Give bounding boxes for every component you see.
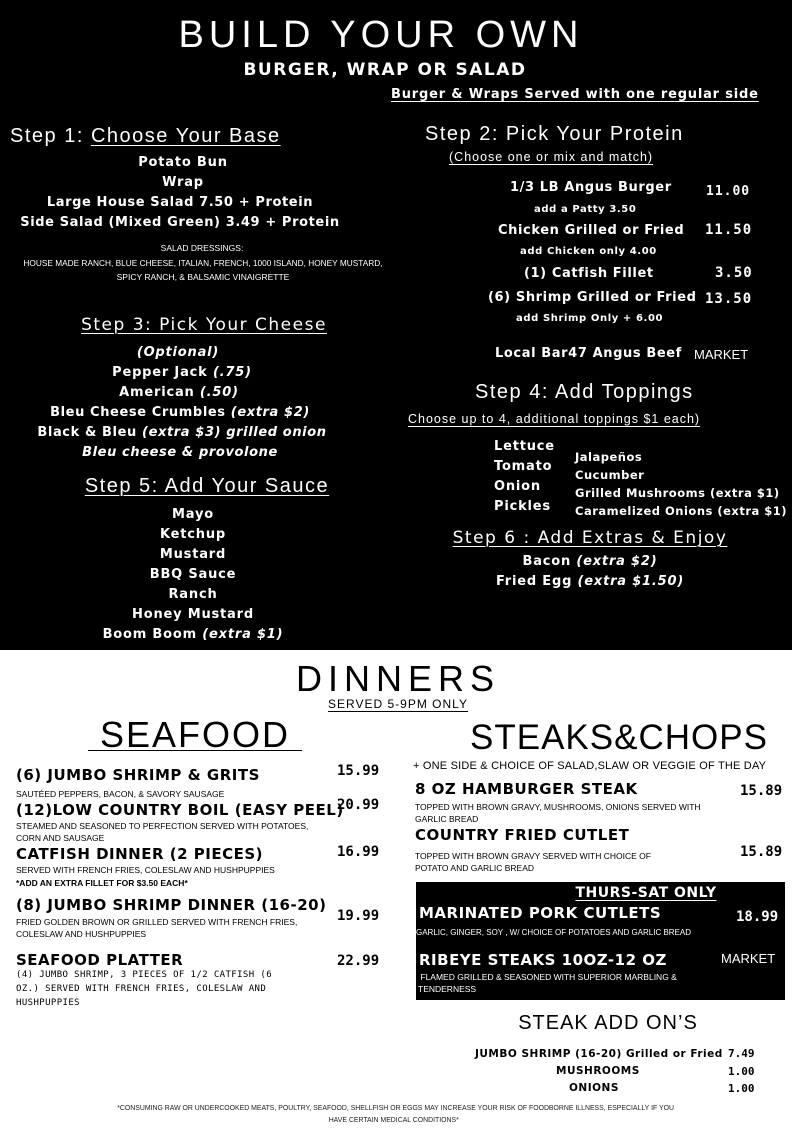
protein-add: add Chicken only 4.00: [520, 246, 657, 257]
base-item: Large House Salad 7.50 + Protein: [46, 195, 314, 210]
cheese-extra: (extra $3) grilled onion: [142, 425, 327, 440]
step4-sub: Choose up to 4, additional toppings $1 each): [408, 412, 701, 426]
step2-sub: (Choose one or mix and match): [449, 150, 654, 164]
special-item-name: MARINATED PORK CUTLETS: [419, 904, 662, 922]
protein-price: 3.50: [715, 265, 753, 281]
topping-item: Jalapeños: [575, 450, 643, 464]
sauce-item: Ketchup: [160, 527, 226, 542]
sauce-item: Honey Mustard: [132, 607, 254, 622]
sauce-item: Mustard: [159, 547, 227, 562]
steak-item-name: COUNTRY FRIED CUTLET: [415, 826, 630, 844]
sauce-extra: (extra $1): [202, 627, 284, 642]
food-safety-disclaimer: *CONSUMING RAW OR UNDERCOOKED MEATS, POULTRY, SEAFOOD, SHELLFISH OR EGGS MAY INCREASE YOUR RISK OF FOODBORNE ILLNESS, ESPECIALLY IF YOU: [117, 1103, 674, 1112]
seafood-item-note: *ADD AN EXTRA FILLET FOR $3.50 EACH*: [16, 878, 188, 888]
cheese-item: [0, 425, 364, 440]
addon-name: MUSHROOMS: [556, 1065, 640, 1077]
protein-add: add Shrimp Only + 6.00: [516, 313, 664, 324]
steak-item-price: 15.89: [740, 844, 783, 860]
steak-item-name: 8 OZ HAMBURGER STEAK: [415, 780, 638, 798]
side-note: Burger & Wraps Served with one regular side: [391, 87, 759, 102]
addon-price: 1.00: [728, 1082, 755, 1095]
cheese-item: Bleu cheese & provolone: [82, 445, 278, 460]
protein-name: Chicken Grilled or Fried: [498, 223, 685, 238]
addon-name: ONIONS: [569, 1082, 619, 1094]
protein-price: 11.50: [705, 222, 753, 238]
thurs-sat-specials: [416, 882, 785, 1000]
cheese-item: [0, 365, 364, 380]
seafood-title: SEAFOOD: [88, 714, 303, 755]
protein-name: 1/3 LB Angus Burger: [510, 180, 672, 195]
seafood-item-desc: SAUTÉED PEPPERS, BACON, & SAVORY SAUSAGE: [16, 789, 225, 799]
cheese-item: [0, 405, 360, 420]
extra-item: [430, 574, 750, 589]
sauce-item: Ranch: [168, 587, 218, 602]
special-item-desc: FLAMED GRILLED & SEASONED WITH SUPERIOR MARBLING & TENDERNESS: [418, 972, 680, 994]
special-item-price: 18.99: [736, 909, 779, 925]
protein-price: 13.50: [705, 291, 753, 307]
cheese-name: Bleu Cheese Crumbles: [50, 405, 226, 420]
seafood-item-price: 16.99: [337, 844, 380, 860]
cheese-extra: (.75): [212, 365, 252, 380]
steak-item-desc: TOPPED WITH BROWN GRAVY, MUSHROOMS, ONIONS SERVED WITH GARLIC BREAD: [415, 802, 701, 824]
topping-item: Caramelized Onions (extra $1): [575, 504, 788, 518]
page-title: BUILD YOUR OWN: [178, 14, 584, 56]
addon-price: 7.49: [728, 1047, 755, 1060]
step5-heading: Step 5: Add Your Sauce: [84, 475, 330, 497]
seafood-item-name: (6) JUMBO SHRIMP & GRITS: [16, 766, 260, 784]
extra-item: [430, 554, 750, 569]
cheese-optional: (Optional): [136, 345, 220, 360]
cheese-extra: (.50): [199, 385, 239, 400]
step4-heading: Step 4: Add Toppings: [475, 381, 694, 403]
protein-name: Local Bar47 Angus Beef: [495, 346, 682, 361]
seafood-item-name: SEAFOOD PLATTER: [16, 951, 184, 969]
special-item-name: RIBEYE STEAKS 10OZ-12 OZ: [419, 951, 667, 969]
protein-add: add a Patty 3.50: [534, 204, 637, 215]
step2-heading: Step 2: Pick Your Protein: [425, 123, 684, 145]
seafood-item-desc: STEAMED AND SEASONED TO PERFECTION SERVED WITH POTATOES, CORN AND SAUSAGE: [16, 821, 309, 843]
step3-heading: Step 3: Pick Your Cheese: [81, 315, 327, 335]
cheese-extra: (extra $2): [230, 405, 310, 420]
steak-item-price: 15.89: [740, 783, 783, 799]
protein-price: MARKET: [694, 347, 749, 362]
page-subtitle: BURGER, WRAP OR SALAD: [243, 60, 527, 80]
seafood-item-name: (12)LOW COUNTRY BOIL (EASY PEEL): [16, 801, 344, 819]
sauce-item: [0, 627, 386, 642]
base-item: Side Salad (Mixed Green) 3.49 + Protein: [20, 215, 340, 230]
topping-item: Grilled Mushrooms (extra $1): [575, 486, 780, 500]
seafood-item-desc: SERVED WITH FRENCH FRIES, COLESLAW AND HUSHPUPPIES: [16, 865, 275, 875]
protein-name: (1) Catfish Fillet: [524, 266, 654, 281]
seafood-item-desc: FRIED GOLDEN BROWN OR GRILLED SERVED WITH FRENCH FRIES, COLESLAW AND HUSHPUPPIES: [16, 917, 298, 939]
addon-price: 1.00: [728, 1065, 755, 1078]
extra-price: (extra $1.50): [577, 574, 685, 589]
base-item: Wrap: [162, 175, 204, 190]
addon-name: JUMBO SHRIMP (16-20) Grilled or Fried: [475, 1048, 723, 1060]
sauce-name: Boom Boom: [102, 627, 197, 642]
dressings-title: SALAD DRESSINGS:: [160, 243, 244, 253]
special-item-price: MARKET: [721, 951, 776, 966]
base-item: Potato Bun: [138, 155, 228, 170]
seafood-item-price: 15.99: [337, 763, 380, 779]
step6-heading: Step 6 : Add Extras & Enjoy: [452, 528, 728, 548]
protein-price: 11.00: [706, 184, 751, 199]
seafood-item-price: 22.99: [337, 953, 380, 969]
topping-item: Tomato: [494, 459, 553, 474]
step1-title: Choose Your Base: [90, 125, 281, 147]
food-safety-disclaimer-cont: HAVE CERTAIN MEDICAL CONDITIONS*: [328, 1115, 459, 1124]
cheese-item: [0, 385, 358, 400]
steak-item-desc: TOPPED WITH BROWN GRAVY SERVED WITH CHOICE OF POTATO AND GARLIC BREAD: [415, 851, 651, 873]
sauce-item: Mayo: [172, 507, 214, 522]
topping-item: Lettuce: [494, 439, 555, 454]
steaks-title: STEAKS&CHOPS: [470, 718, 768, 757]
extra-name: Bacon: [522, 554, 572, 569]
cheese-name: Black & Bleu: [37, 425, 137, 440]
topping-item: Cucumber: [575, 468, 645, 482]
seafood-item-price: 20.99: [337, 797, 380, 813]
special-item-desc: GARLIC, GINGER, SOY , W/ CHOICE OF POTATOES AND GARLIC BREAD: [416, 928, 692, 937]
step1-label: Step 1:: [10, 125, 91, 147]
dressings-list-cont: SPICY RANCH, & BALSAMIC VINAIGRETTE: [116, 272, 290, 282]
specials-title: THURS-SAT ONLY: [575, 885, 717, 901]
extra-name: Fried Egg: [495, 574, 573, 589]
seafood-item-name: (8) JUMBO SHRIMP DINNER (16-20): [16, 896, 327, 914]
cheese-name: Pepper Jack: [112, 365, 208, 380]
dressings-list: HOUSE MADE RANCH, BLUE CHEESE, ITALIAN, FRENCH, 1000 ISLAND, HONEY MUSTARD,: [23, 258, 383, 268]
seafood-item-name: CATFISH DINNER (2 PIECES): [16, 845, 263, 863]
dinners-title: DINNERS: [295, 658, 501, 699]
steaks-sub: + ONE SIDE & CHOICE OF SALAD,SLAW OR VEGGIE OF THE DAY: [413, 760, 767, 772]
cheese-name: American: [119, 385, 195, 400]
sauce-item: BBQ Sauce: [149, 567, 237, 582]
seafood-item-price: 19.99: [337, 908, 380, 924]
protein-name: (6) Shrimp Grilled or Fried: [488, 290, 697, 305]
step1-heading: [10, 125, 281, 148]
topping-item: Onion: [494, 479, 541, 494]
extra-price: (extra $2): [576, 554, 658, 569]
seafood-item-desc: (4) JUMBO SHRIMP, 3 PIECES OF 1/2 CATFISH (6 OZ.) SERVED WITH FRENCH FRIES, COLESLAW AND HUSHPUPPIES: [16, 970, 273, 1008]
topping-item: Pickles: [494, 499, 551, 514]
addons-title: STEAK ADD ON’S: [518, 1012, 698, 1034]
dinners-served: SERVED 5-9PM ONLY: [328, 697, 468, 711]
